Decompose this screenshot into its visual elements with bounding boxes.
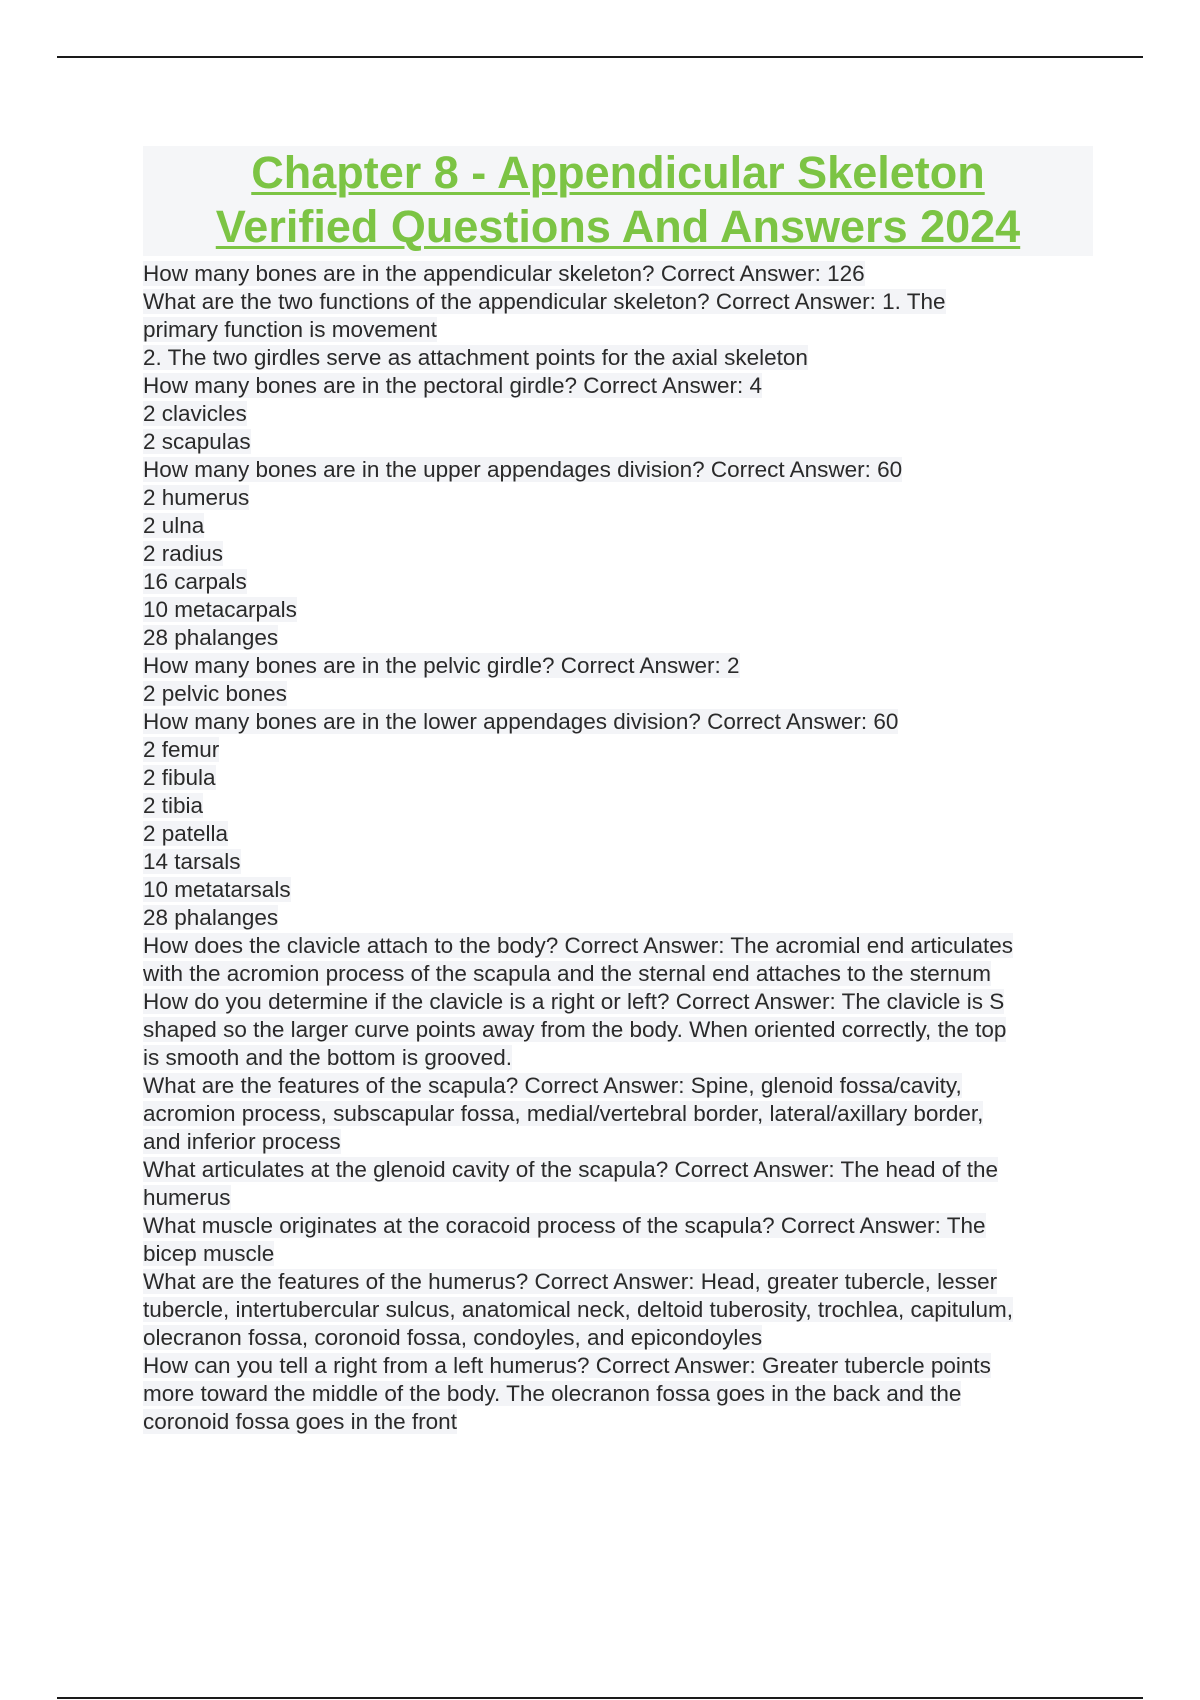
text-line-content: bicep muscle xyxy=(143,1241,275,1266)
text-line xyxy=(143,1128,1093,1156)
text-line xyxy=(143,1408,1093,1436)
text-line-content: 2 femur xyxy=(143,737,220,762)
text-line-content: humerus xyxy=(143,1185,231,1210)
text-line-content: How many bones are in the pelvic girdle? Correct Answer: 2 xyxy=(143,653,740,678)
text-line xyxy=(143,456,1093,484)
text-line-content: tubercle, intertubercular sulcus, anatomical neck, deltoid tuberosity, trochlea, capitulum, xyxy=(143,1297,1014,1322)
title-line-2: Verified Questions And Answers 2024 xyxy=(215,201,1021,252)
text-line-content: 28 phalanges xyxy=(143,625,279,650)
text-line xyxy=(143,260,1093,288)
text-line-content: How many bones are in the appendicular skeleton? Correct Answer: 126 xyxy=(143,261,865,286)
text-line-content: 16 carpals xyxy=(143,569,247,594)
text-line xyxy=(143,1184,1093,1212)
text-line-content: What are the two functions of the appendicular skeleton? Correct Answer: 1. The xyxy=(143,289,946,314)
text-line-content: How many bones are in the upper appendages division? Correct Answer: 60 xyxy=(143,457,903,482)
text-line xyxy=(143,568,1093,596)
text-line xyxy=(143,1100,1093,1128)
text-line xyxy=(143,904,1093,932)
text-line-content: What are the features of the humerus? Correct Answer: Head, greater tubercle, lesser xyxy=(143,1269,998,1294)
text-line xyxy=(143,288,1093,316)
text-line-content: 10 metacarpals xyxy=(143,597,297,622)
text-line xyxy=(143,876,1093,904)
text-line xyxy=(143,1156,1093,1184)
text-line-content: How do you determine if the clavicle is a right or left? Correct Answer: The clavicle is S xyxy=(143,989,1005,1014)
text-line-content: with the acromion process of the scapula and the sternal end attaches to the sternum xyxy=(143,961,991,986)
text-line-content: What articulates at the glenoid cavity of the scapula? Correct Answer: The head of the xyxy=(143,1157,999,1182)
text-line xyxy=(143,512,1093,540)
text-line xyxy=(143,932,1093,960)
text-line-content: How does the clavicle attach to the body? Correct Answer: The acromial end articulates xyxy=(143,933,1014,958)
text-line xyxy=(143,484,1093,512)
text-line-content: 14 tarsals xyxy=(143,849,241,874)
text-line-content: 2 humerus xyxy=(143,485,250,510)
bottom-rule xyxy=(57,1697,1143,1699)
text-line xyxy=(143,988,1093,1016)
text-line xyxy=(143,764,1093,792)
text-line xyxy=(143,680,1093,708)
text-line xyxy=(143,736,1093,764)
text-line xyxy=(143,820,1093,848)
text-line xyxy=(143,960,1093,988)
text-line xyxy=(143,1044,1093,1072)
text-line xyxy=(143,1268,1093,1296)
text-line-content: 28 phalanges xyxy=(143,905,279,930)
text-line-content: 2 ulna xyxy=(143,513,205,538)
text-line-content: What muscle originates at the coracoid process of the scapula? Correct Answer: The xyxy=(143,1213,986,1238)
text-line xyxy=(143,708,1093,736)
text-line xyxy=(143,1212,1093,1240)
text-line-content: How many bones are in the pectoral girdle? Correct Answer: 4 xyxy=(143,373,763,398)
text-line xyxy=(143,848,1093,876)
document-title xyxy=(143,146,1093,256)
text-line-content: olecranon fossa, coronoid fossa, condoyles, and epicondoyles xyxy=(143,1325,763,1350)
text-line-content: 2 fibula xyxy=(143,765,216,790)
text-line-content: acromion process, subscapular fossa, medial/vertebral border, lateral/axillary border, xyxy=(143,1101,984,1126)
text-line-content: 10 metatarsals xyxy=(143,877,291,902)
top-rule xyxy=(57,56,1143,58)
text-line-content: and inferior process xyxy=(143,1129,341,1154)
text-line-content: shaped so the larger curve points away from the body. When oriented correctly, the top xyxy=(143,1017,1007,1042)
text-line-content: primary function is movement xyxy=(143,317,437,342)
text-line-content: more toward the middle of the body. The olecranon fossa goes in the back and the xyxy=(143,1381,962,1406)
text-line-content: How many bones are in the lower appendages division? Correct Answer: 60 xyxy=(143,709,899,734)
text-line-content: is smooth and the bottom is grooved. xyxy=(143,1045,512,1070)
qa-text xyxy=(143,260,1093,1436)
text-line xyxy=(143,596,1093,624)
title-line-1: Chapter 8 - Appendicular Skeleton xyxy=(251,147,985,198)
document-body xyxy=(143,146,1093,1436)
text-line-content: How can you tell a right from a left humerus? Correct Answer: Greater tubercle points xyxy=(143,1353,991,1378)
text-line xyxy=(143,624,1093,652)
text-line xyxy=(143,428,1093,456)
text-line xyxy=(143,1352,1093,1380)
text-line xyxy=(143,344,1093,372)
text-line-content: 2 clavicles xyxy=(143,401,247,426)
text-line xyxy=(143,540,1093,568)
text-line-content: 2 pelvic bones xyxy=(143,681,287,706)
text-line xyxy=(143,1072,1093,1100)
text-line xyxy=(143,1380,1093,1408)
text-line-content: 2 scapulas xyxy=(143,429,251,454)
text-line-content: 2 radius xyxy=(143,541,224,566)
text-line-content: What are the features of the scapula? Correct Answer: Spine, glenoid fossa/cavity, xyxy=(143,1073,962,1098)
text-line-content: 2 patella xyxy=(143,821,229,846)
text-line-content: coronoid fossa goes in the front xyxy=(143,1409,457,1434)
text-line-content: 2 tibia xyxy=(143,793,204,818)
text-line xyxy=(143,792,1093,820)
text-line xyxy=(143,652,1093,680)
text-line xyxy=(143,1240,1093,1268)
text-line xyxy=(143,400,1093,428)
text-line xyxy=(143,1324,1093,1352)
text-line xyxy=(143,1016,1093,1044)
text-line-content: 2. The two girdles serve as attachment points for the axial skeleton xyxy=(143,345,808,370)
text-line xyxy=(143,1296,1093,1324)
text-line xyxy=(143,316,1093,344)
text-line xyxy=(143,372,1093,400)
